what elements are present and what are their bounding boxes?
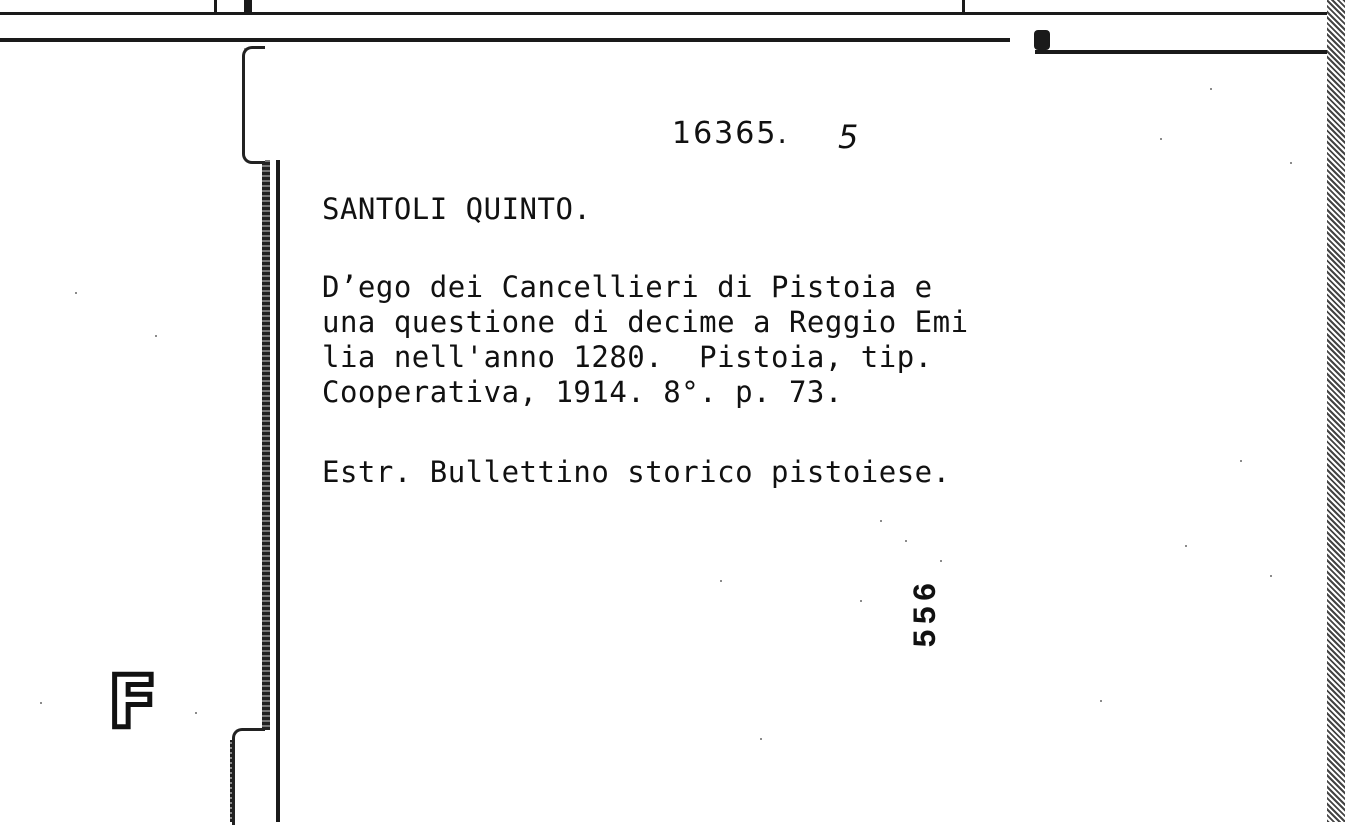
scan-speck [860,600,862,602]
scan-speck [195,712,197,714]
scan-speck [155,335,157,337]
scan-speck [905,540,907,542]
stamp-number: 556 [908,578,945,648]
card-top-edge-right [1035,50,1330,54]
scan-speck [880,520,882,522]
scan-speck [1185,545,1187,547]
card-top-edge [0,38,1010,42]
top-post-mid [244,0,252,14]
title-line-3: lia nell'anno 1280. Pistoia, tip. [322,340,933,374]
scan-speck [760,738,762,740]
scan-speck [1290,162,1292,164]
lower-tab-notch [232,728,265,825]
top-post-left [214,0,217,14]
tab-letter: F [108,660,158,744]
extract-note: Estr. Bullettino storico pistoiese. [322,455,951,489]
scan-speck [720,580,722,582]
scan-speck [1270,575,1272,577]
card-left-edge-inner [276,160,280,822]
scan-speck [1210,88,1212,90]
right-scan-edge [1327,0,1345,822]
upper-tab-notch [242,46,265,164]
card-left-edge [262,160,270,730]
scan-speck [1240,460,1242,462]
title-line-4: Cooperativa, 1914. 8°. p. 73. [322,375,843,409]
scan-speck [940,560,942,562]
call-number: 16365. [672,116,789,151]
title-line-2: una questione di decime a Reggio Emi [322,305,969,339]
author-heading: SANTOLI QUINTO. [322,192,592,226]
scan-speck [1100,700,1102,702]
scan-speck [40,702,42,704]
top-post-right [962,0,965,12]
top-border-line [0,12,1330,15]
call-number-suffix: 5 [838,118,859,156]
scan-speck [1160,138,1162,140]
corner-mark [1034,30,1050,50]
scan-speck [75,292,77,294]
title-line-1: D’ego dei Cancellieri di Pistoia e [322,270,933,304]
